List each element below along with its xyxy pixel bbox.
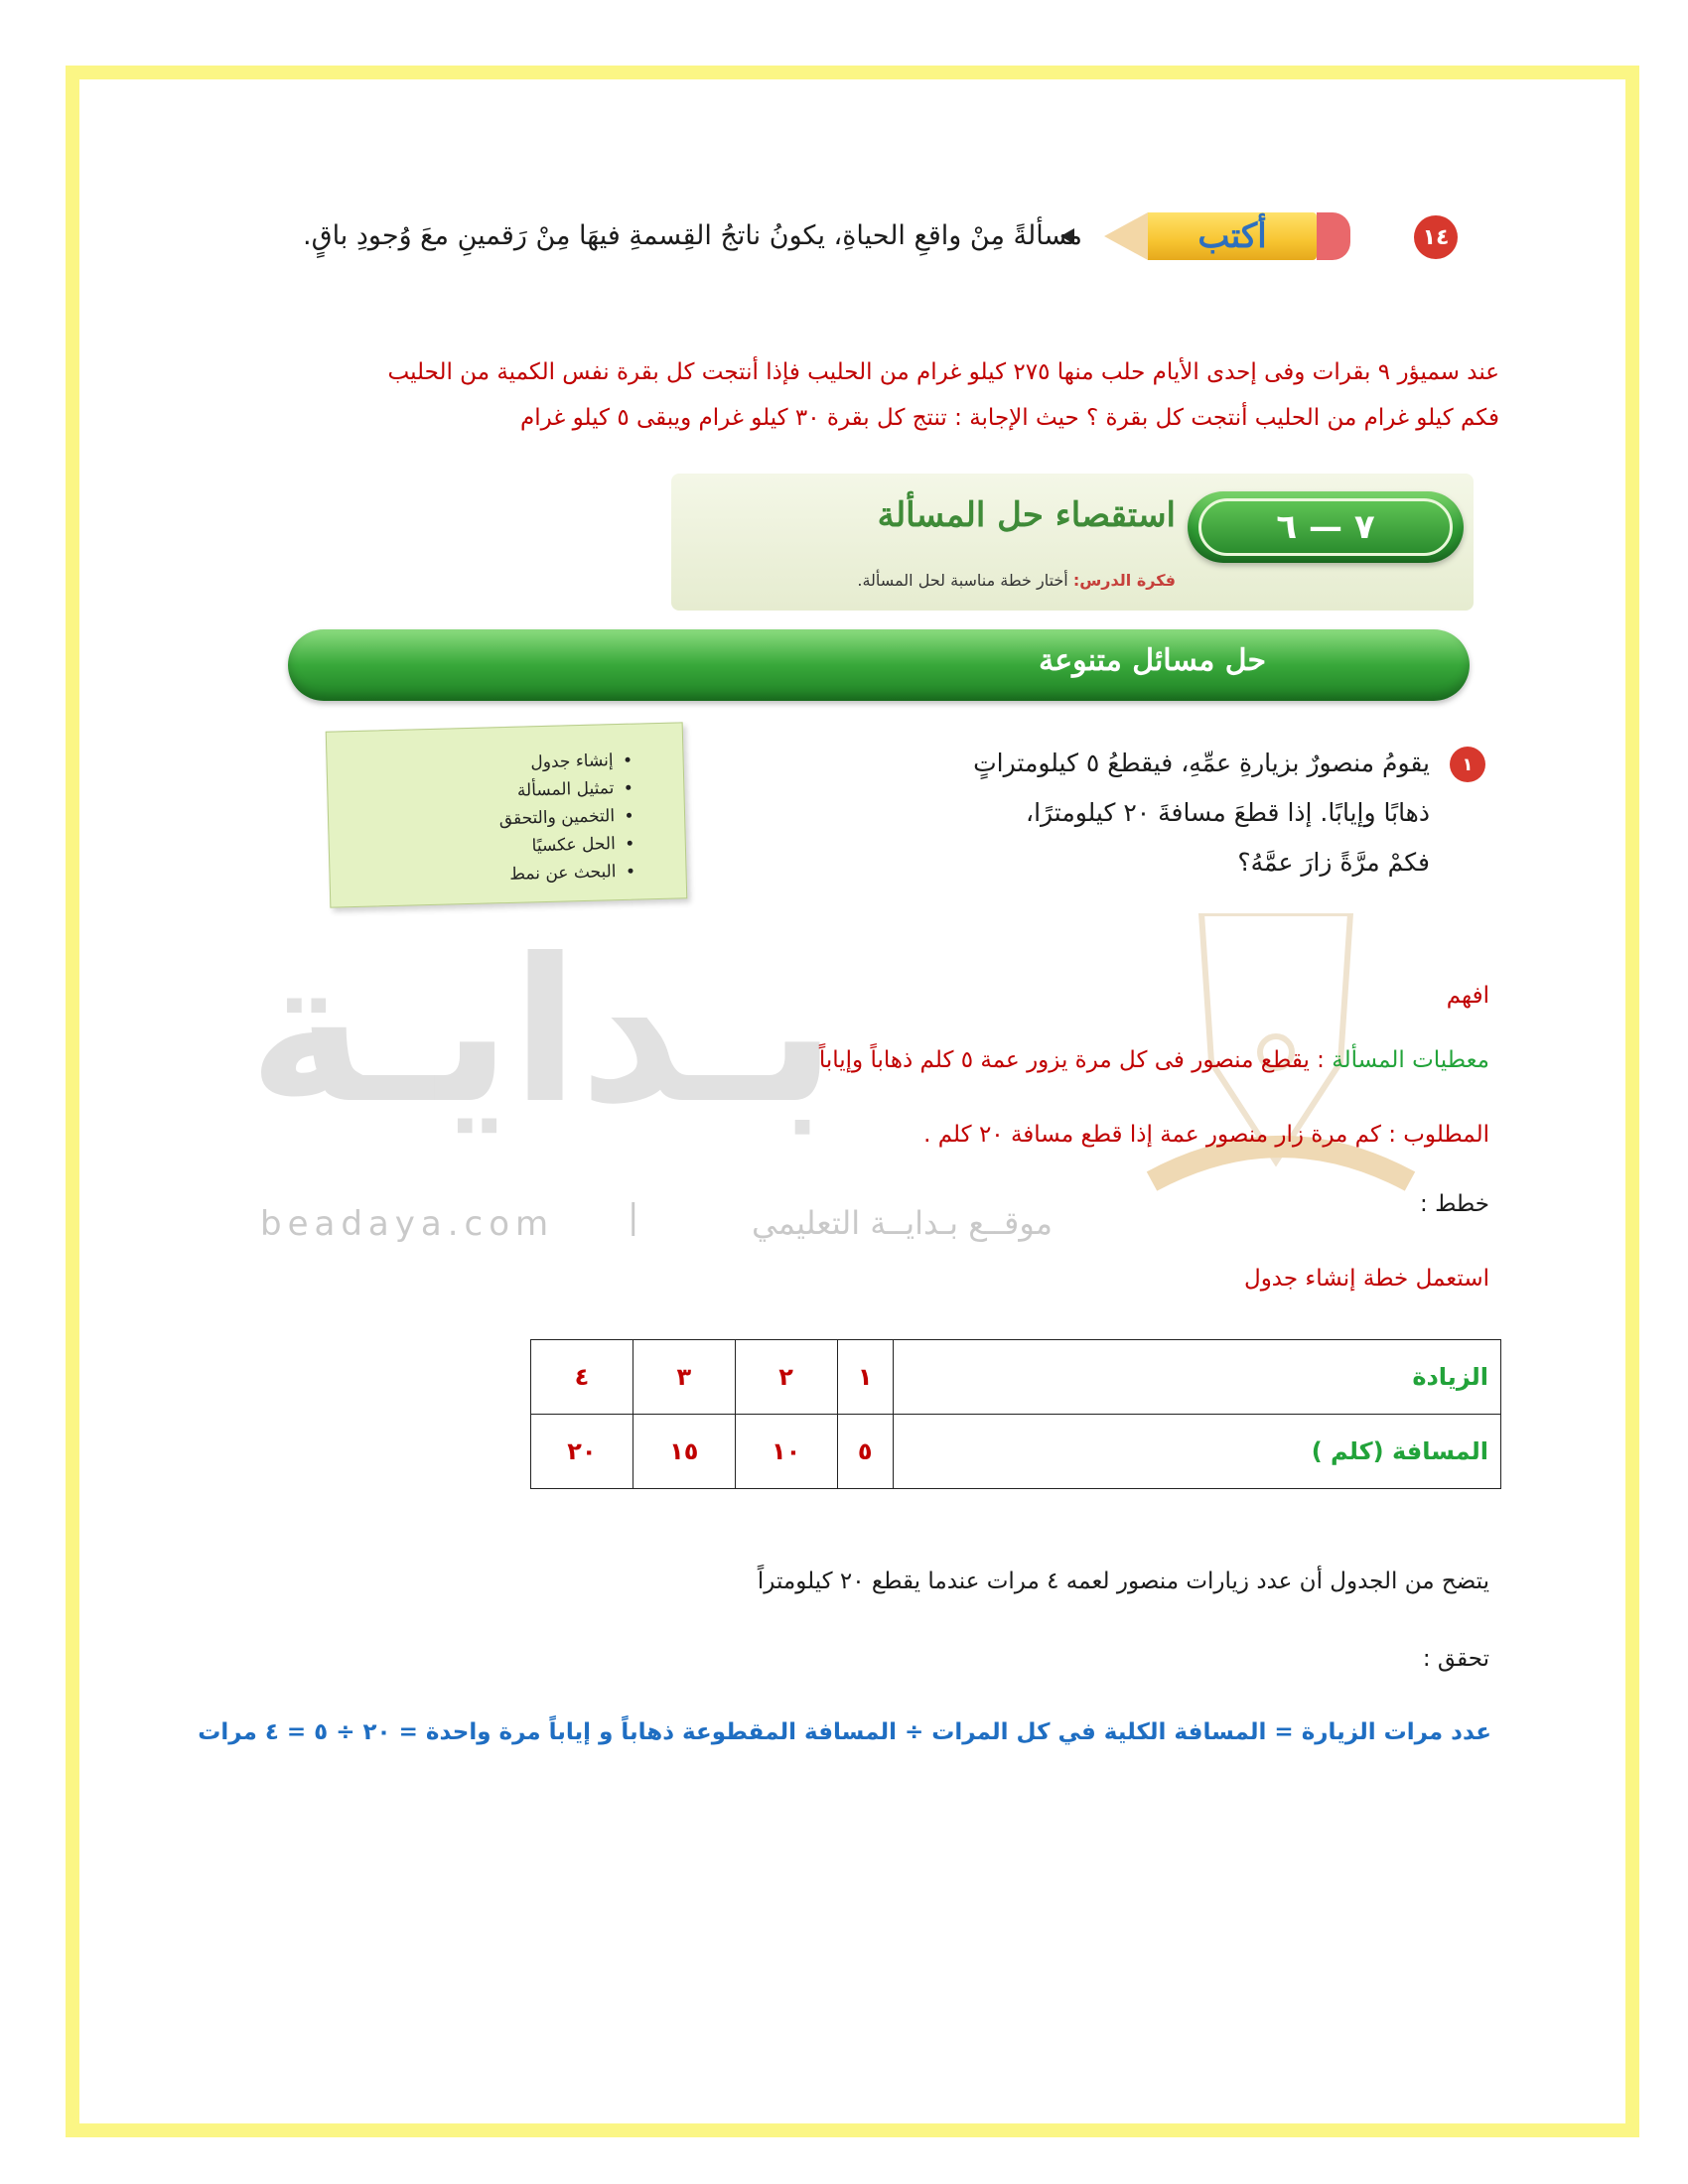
lesson-idea	[857, 571, 1176, 590]
table-row-header: الزيادة	[893, 1340, 1500, 1415]
table-row	[531, 1415, 1501, 1489]
table-cell: ١٠	[735, 1415, 837, 1489]
givens-label: معطيات المسألة	[1332, 1047, 1489, 1073]
table-cell: ١	[837, 1340, 893, 1415]
problem-line-1: يقومُ منصورٌ بزيارةِ عمِّهِ، فيقطعُ ٥ كيلومتراتٍ	[973, 749, 1430, 777]
strategy-item: • التخمين والتحقق	[329, 802, 616, 838]
step-check: تحقق :	[1422, 1646, 1489, 1672]
distance-table	[530, 1339, 1501, 1489]
watermark-logo: بـدايـة	[248, 916, 837, 1148]
lesson-banner	[671, 474, 1474, 611]
givens-line	[596, 1047, 1489, 1073]
exercise-number-badge	[1414, 215, 1458, 259]
table-cell: ٣	[633, 1340, 735, 1415]
problem-line-2: ذهابًا وإيابًا. إذا قطعَ مسافةَ ٢٠ كيلومترًا،	[1026, 798, 1430, 827]
step-understand: افهم	[1446, 983, 1489, 1009]
strategy-item: • الحل عكسيًا	[330, 830, 617, 866]
pencil-icon	[1104, 208, 1350, 264]
strategies-list	[327, 745, 686, 892]
strategy-item: • إنشاء جدول	[327, 747, 614, 782]
problem-number: ١	[1462, 753, 1474, 775]
table-cell: ٢	[735, 1340, 837, 1415]
problem-number-badge	[1450, 747, 1485, 782]
required-line: المطلوب : كم مرة زار منصور عمة إذا قطع مسافة ٢٠ كلم .	[923, 1122, 1489, 1148]
givens-text: : يقطع منصور فى كل مرة يزور عمة ٥ كلم ذهاباً وإياباً	[818, 1047, 1333, 1073]
watermark-site: beadaya.com	[260, 1204, 555, 1244]
table-row-header: المسافة (كلم )	[893, 1415, 1500, 1489]
lesson-title: استقصاء حل المسألة	[877, 495, 1176, 535]
lesson-idea-label: فكرة الدرس:	[1072, 571, 1176, 590]
lesson-idea-text: أختار خطة مناسبة لحل المسألة.	[857, 571, 1068, 590]
answer-line-1: عند سميؤر ٩ بقرات وفى إحدى الأيام حلب منها ٢٧٥ كيلو غرام من الحليب فإذا أنتجت كل بقرة نفس الكمية من الحليب	[387, 359, 1499, 385]
strategy-item: • تمثيل المسألة	[328, 774, 615, 810]
write-prompt: مسألةً مِنْ واقعِ الحياةِ، يكونُ ناتجُ القِسمةِ فيهَا مِنْ رَقمينِ معَ وُجودِ باقٍ.	[303, 220, 1082, 251]
pencil-label: أكتب	[1148, 212, 1317, 260]
table-cell: ٥	[837, 1415, 893, 1489]
exercise-number: ١٤	[1422, 224, 1450, 250]
lesson-number: ٧ — ٦	[1276, 507, 1375, 547]
problem-text	[814, 739, 1430, 887]
answer-line-2: فكم كيلو غرام من الحليب أنتجت كل بقرة ؟ حيث الإجابة : تنتج كل بقرة ٣٠ كيلو غرام ويبقى ٥ كيلو غرام	[519, 405, 1499, 431]
conclusion-line: يتضح من الجدول أن عدد زيارات منصور لعمه ٤ مرات عندما يقطع ٢٠ كيلومتراً	[757, 1569, 1489, 1594]
section-bar-label: حل مسائل متنوعة	[1039, 643, 1266, 678]
table-cell: ١٥	[633, 1415, 735, 1489]
watermark-divider: |	[628, 1197, 639, 1237]
strategy-line: استعمل خطة إنشاء جدول	[1243, 1266, 1489, 1292]
table-row	[531, 1340, 1501, 1415]
strategy-item: • البحث عن نمط	[330, 858, 617, 893]
watermark-tagline: موقــع بـدايــة التعليمي	[751, 1204, 1053, 1242]
section-bar	[288, 629, 1470, 701]
verification-line: عدد مرات الزيارة = المسافة الكلية في كل المرات ÷ المسافة المقطوعة ذهاباً و إياباً مرة واحدة = ٢٠ ÷ ٥ = ٤ مرات	[198, 1719, 1491, 1745]
table-cell: ٤	[531, 1340, 633, 1415]
lesson-number-pill	[1188, 491, 1464, 563]
table-cell: ٢٠	[531, 1415, 633, 1489]
problem-line-3: فكمْ مرَّةً زارَ عمَّهُ؟	[1237, 848, 1430, 877]
answer-paragraph	[209, 349, 1499, 441]
strategies-note	[326, 722, 688, 907]
step-plan: خطط :	[1420, 1191, 1489, 1217]
